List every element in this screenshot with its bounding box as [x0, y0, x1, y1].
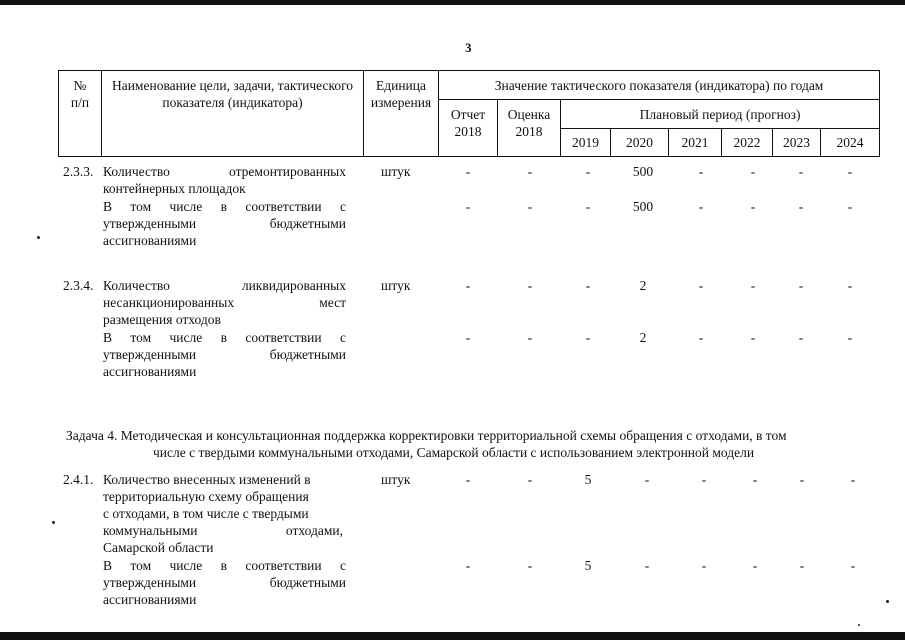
value-cell: 5: [584, 472, 592, 487]
header-plan-period: Плановый период (прогноз): [561, 100, 880, 129]
header-year-2021: 2021: [669, 129, 722, 157]
table-header: [58, 70, 880, 157]
row-subname: В том числе в соответствии с утвержденными бюджетными ассигнованиями: [103, 558, 346, 607]
header-year-2022: 2022: [722, 129, 773, 157]
value-cell: 500: [632, 164, 654, 179]
value-cell: -: [585, 330, 591, 345]
value-cell: -: [698, 330, 704, 345]
row-name: Количество ликвидированных несанкционированных мест размещения отходов: [103, 278, 346, 327]
value-cell: -: [750, 278, 756, 293]
value-cell: -: [750, 164, 756, 179]
value-cell: -: [527, 199, 533, 214]
scan-top-edge: [0, 0, 905, 5]
value-cell: -: [585, 199, 591, 214]
value-cell: -: [644, 472, 650, 487]
value-cell: -: [850, 472, 856, 487]
scan-speck: [886, 600, 889, 603]
header-values-column: Значение тактического показателя (индикатора) по годам: [439, 71, 880, 100]
value-cell: -: [847, 199, 853, 214]
value-cell: -: [465, 330, 471, 345]
value-cell: -: [799, 558, 805, 573]
row-unit: штук: [381, 278, 411, 293]
value-cell: -: [752, 472, 758, 487]
row-subname: В том числе в соответствии с утвержденными бюджетными ассигнованиями: [103, 330, 346, 379]
value-cell: -: [752, 558, 758, 573]
value-cell: -: [465, 164, 471, 179]
scan-bottom-edge: [0, 632, 905, 640]
value-cell: -: [750, 199, 756, 214]
row-code: 2.4.1.: [63, 472, 94, 487]
value-cell: -: [847, 164, 853, 179]
value-cell: -: [527, 472, 533, 487]
row-subname: В том числе в соответствии с утвержденными бюджетными ассигнованиями: [103, 199, 346, 248]
task-4-heading-line1: Задача 4. Методическая и консультационная поддержка корректировки территориальной схемы обращения с отходами, в том: [66, 428, 787, 443]
value-cell: 2: [639, 278, 647, 293]
header-unit-column: Единица измерения: [364, 71, 439, 157]
value-cell: 500: [632, 199, 654, 214]
value-cell: -: [850, 558, 856, 573]
value-cell: -: [465, 472, 471, 487]
header-year-2019: 2019: [561, 129, 611, 157]
value-cell: 2: [639, 330, 647, 345]
value-cell: -: [644, 558, 650, 573]
header-report-2018: Отчет 2018: [439, 100, 498, 157]
value-cell: -: [798, 199, 804, 214]
header-year-2020: 2020: [611, 129, 669, 157]
value-cell: -: [527, 278, 533, 293]
scan-speck: [37, 236, 40, 239]
header-year-2024: 2024: [821, 129, 880, 157]
value-cell: -: [465, 199, 471, 214]
row-name: Количество отремонтированных контейнерных площадок: [103, 164, 346, 196]
header-year-2023: 2023: [773, 129, 821, 157]
value-cell: -: [701, 558, 707, 573]
scan-speck: [858, 624, 860, 626]
row-code: 2.3.3.: [63, 164, 94, 179]
row-unit: штук: [381, 164, 411, 179]
scan-speck: [52, 521, 55, 524]
row-code: 2.3.4.: [63, 278, 94, 293]
value-cell: -: [585, 278, 591, 293]
row-name: Количество внесенных изменений в территориальную схему обращения с отходами, в том числе с твердыми коммунальными отходами, Самарской области: [103, 472, 343, 555]
value-cell: -: [847, 278, 853, 293]
value-cell: -: [799, 472, 805, 487]
value-cell: -: [465, 558, 471, 573]
header-name-column: Наименование цели, задачи, тактического показателя (индикатора): [102, 71, 364, 157]
value-cell: -: [698, 199, 704, 214]
value-cell: 5: [584, 558, 592, 573]
value-cell: -: [527, 330, 533, 345]
header-number-column: № п/п: [59, 71, 102, 157]
header-estimate-2018: Оценка 2018: [498, 100, 561, 157]
value-cell: -: [798, 164, 804, 179]
value-cell: -: [527, 558, 533, 573]
value-cell: -: [527, 164, 533, 179]
value-cell: -: [847, 330, 853, 345]
value-cell: -: [698, 278, 704, 293]
value-cell: -: [798, 330, 804, 345]
value-cell: -: [698, 164, 704, 179]
value-cell: -: [585, 164, 591, 179]
row-unit: штук: [381, 472, 411, 487]
value-cell: -: [798, 278, 804, 293]
page-number: 3: [465, 40, 472, 55]
value-cell: -: [750, 330, 756, 345]
task-4-heading-line2: числе с твердыми коммунальными отходами, Самарской области с использованием электронной модели: [153, 445, 755, 460]
value-cell: -: [465, 278, 471, 293]
value-cell: -: [701, 472, 707, 487]
